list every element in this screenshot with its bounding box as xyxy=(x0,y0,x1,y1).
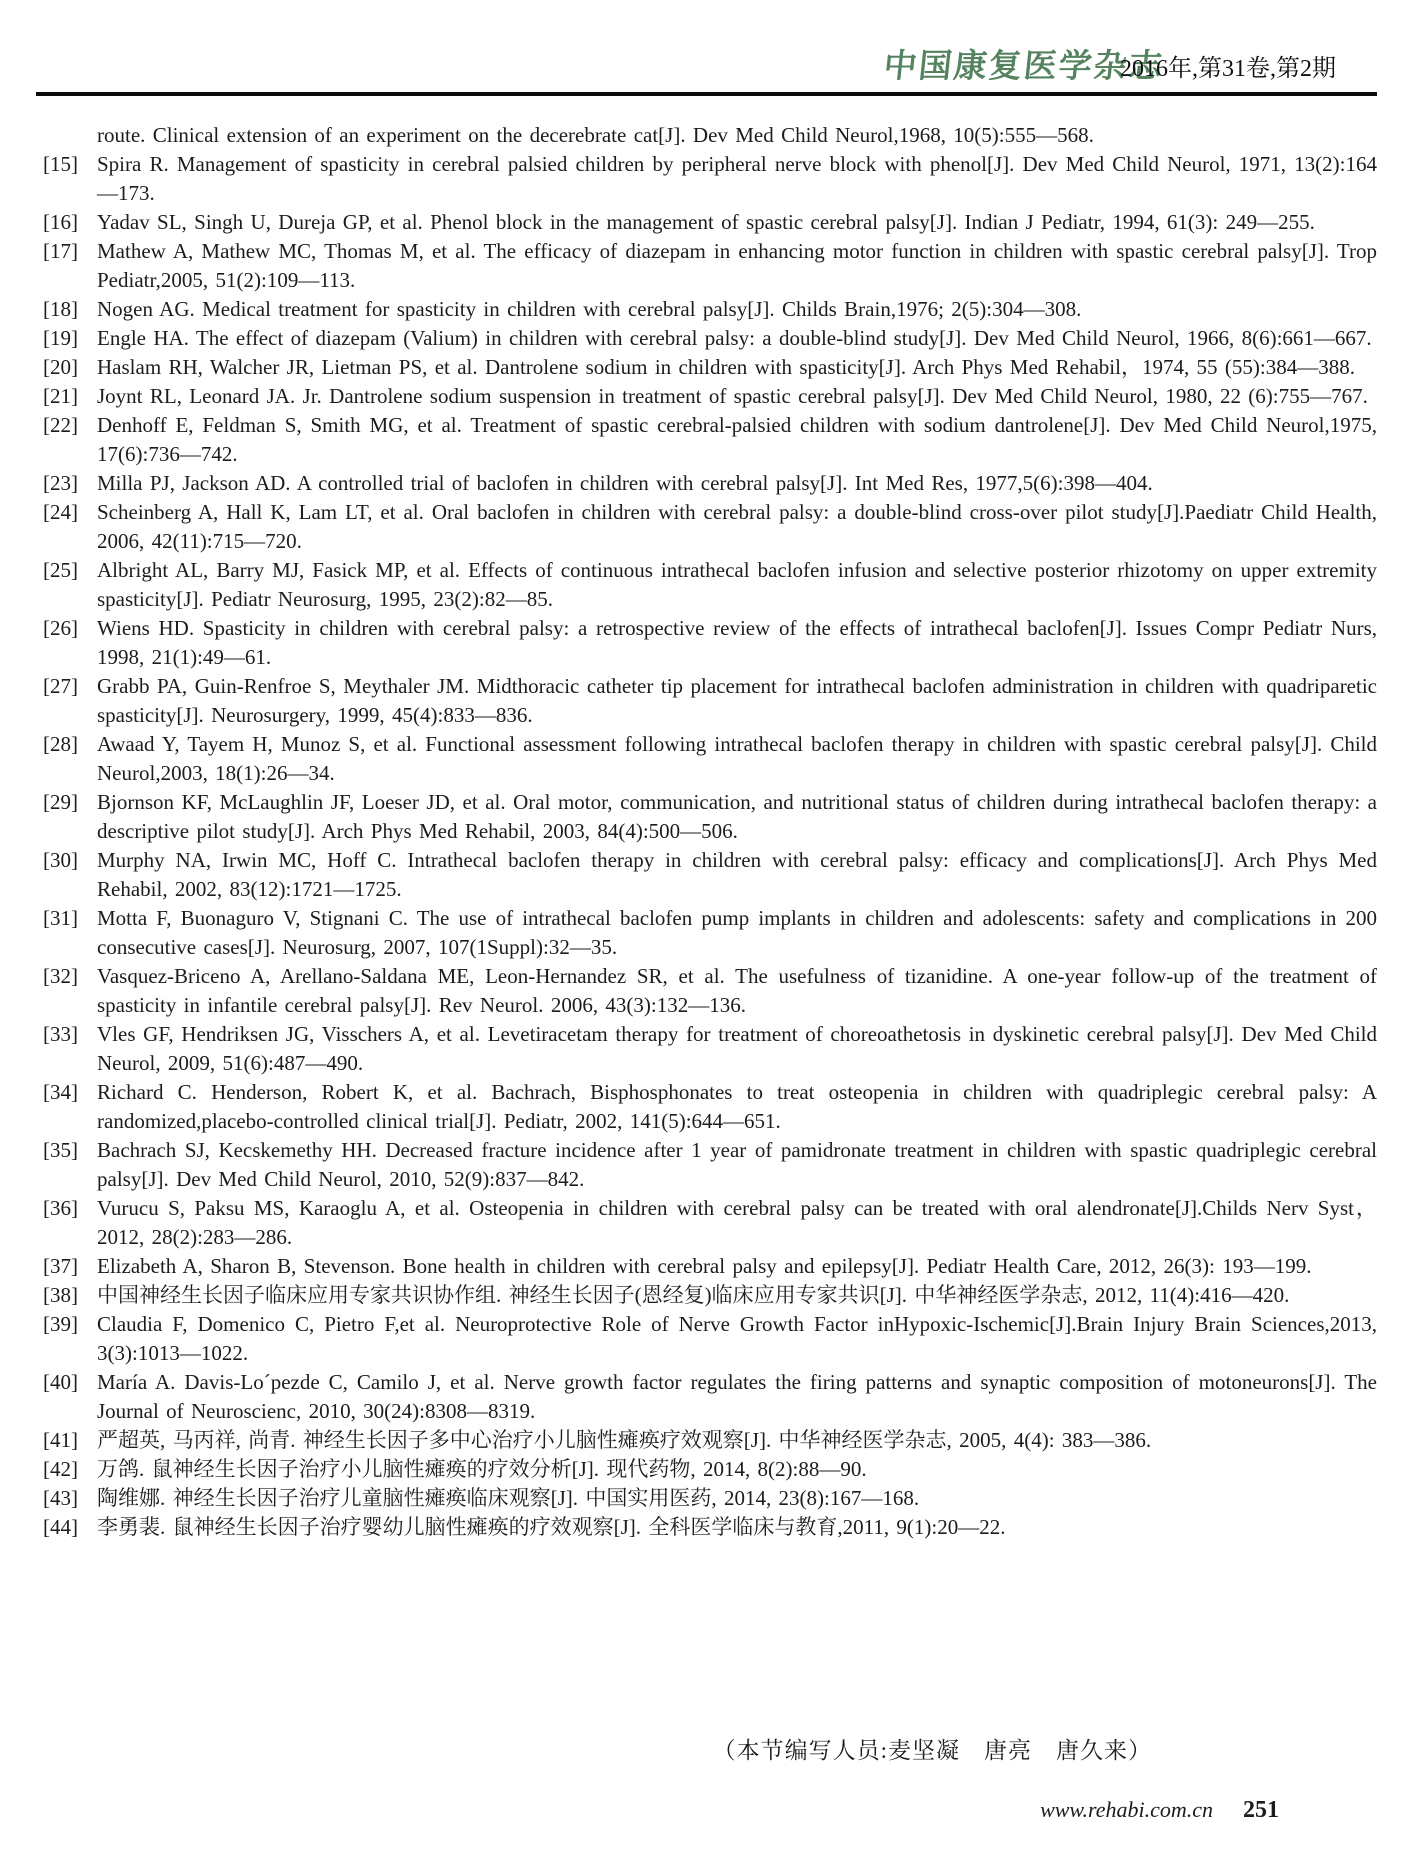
reference-text: Mathew A, Mathew MC, Thomas M, et al. The efficacy of diazepam in enhancing motor function in children with spastic cerebral palsy[J]. Trop Pediatr,2005, 51(2):109—113. xyxy=(97,239,1377,292)
reference-item xyxy=(36,1078,1377,1136)
reference-item xyxy=(36,1455,1377,1484)
reference-number: [16] xyxy=(43,210,78,234)
reference-item xyxy=(36,1281,1377,1310)
reference-item xyxy=(36,1426,1377,1455)
reference-item xyxy=(36,556,1377,614)
reference-text: Murphy NA, Irwin MC, Hoff C. Intrathecal baclofen therapy in children with cerebral palsy: efficacy and complications[J]. Arch Phys Med Rehabil, 2002, 83(12):1721—1725. xyxy=(97,848,1377,901)
reference-text: Joynt RL, Leonard JA. Jr. Dantrolene sodium suspension in treatment of spastic cerebral palsy[J]. Dev Med Child Neurol, 1980, 22 (6):755—767. xyxy=(97,384,1368,408)
reference-number: [40] xyxy=(43,1370,78,1394)
reference-item xyxy=(36,1513,1377,1542)
page-footer xyxy=(1040,1797,1279,1824)
reference-number: [41] xyxy=(43,1428,78,1452)
reference-text: María A. Davis-Lo´pezde C, Camilo J, et al. Nerve growth factor regulates the firing patterns and synaptic composition of motoneurons[J]. The Journal of Neuroscienc, 2010, 30(24):8308—8319. xyxy=(97,1370,1377,1423)
reference-number: [30] xyxy=(43,848,78,872)
reference-number: [18] xyxy=(43,297,78,321)
reference-number: [25] xyxy=(43,558,78,582)
reference-item xyxy=(36,411,1377,469)
reference-text: Yadav SL, Singh U, Dureja GP, et al. Phenol block in the management of spastic cerebral palsy[J]. Indian J Pediatr, 1994, 61(3): 249—255. xyxy=(97,210,1315,234)
reference-text: Vurucu S, Paksu MS, Karaoglu A, et al. Osteopenia in children with cerebral palsy can be treated with oral alendronate[J].Childs Nerv Syst，2012, 28(2):283—286. xyxy=(97,1196,1377,1249)
reference-item xyxy=(36,1484,1377,1513)
reference-text: Motta F, Buonaguro V, Stignani C. The use of intrathecal baclofen pump implants in children and adolescents: safety and complications in 200 consecutive cases[J]. Neurosurg, 2007, 107(1Suppl):32—35. xyxy=(97,906,1377,959)
reference-item xyxy=(36,237,1377,295)
reference-number: [32] xyxy=(43,964,78,988)
reference-text: Vles GF, Hendriksen JG, Visschers A, et al. Levetiracetam therapy for treatment of choreoathetosis in dyskinetic cerebral palsy[J]. Dev Med Child Neurol, 2009, 51(6):487—490. xyxy=(97,1022,1377,1075)
reference-number: [36] xyxy=(43,1196,78,1220)
reference-item xyxy=(36,1020,1377,1078)
reference-item xyxy=(36,614,1377,672)
references-list xyxy=(36,121,1377,1542)
reference-item xyxy=(36,208,1377,237)
reference-text: 李勇裴. 鼠神经生长因子治疗婴幼儿脑性瘫痪的疗效观察[J]. 全科医学临床与教育,2011, 9(1):20—22. xyxy=(97,1515,1006,1539)
issue-info: 2016年,第31卷,第2期 xyxy=(1120,56,1336,82)
reference-number: [27] xyxy=(43,674,78,698)
reference-number: [24] xyxy=(43,500,78,524)
reference-number: [31] xyxy=(43,906,78,930)
reference-number: [22] xyxy=(43,413,78,437)
reference-item xyxy=(36,904,1377,962)
reference-text: Bachrach SJ, Kecskemethy HH. Decreased fracture incidence after 1 year of pamidronate treatment in children with spastic quadriplegic cerebral palsy[J]. Dev Med Child Neurol, 2010, 52(9):837—842. xyxy=(97,1138,1377,1191)
website-url: www.rehabi.com.cn xyxy=(1040,1797,1213,1822)
reference-item xyxy=(36,1136,1377,1194)
reference-text: Grabb PA, Guin-Renfroe S, Meythaler JM. Midthoracic catheter tip placement for intrathecal baclofen administration in children with quadriparetic spasticity[J]. Neurosurgery, 1999, 45(4):833—836. xyxy=(97,674,1377,727)
reference-text: route. Clinical extension of an experiment on the decerebrate cat[J]. Dev Med Child Neurol,1968, 10(5):555—568. xyxy=(97,123,1094,147)
reference-text: Vasquez-Briceno A, Arellano-Saldana ME, Leon-Hernandez SR, et al. The usefulness of tizanidine. A one-year follow-up of the treatment of spasticity in infantile cerebral palsy[J]. Rev Neurol. 2006, 43(3):132—136. xyxy=(97,964,1377,1017)
reference-number: [20] xyxy=(43,355,78,379)
reference-text: Milla PJ, Jackson AD. A controlled trial of baclofen in children with cerebral palsy[J]. Int Med Res, 1977,5(6):398—404. xyxy=(97,471,1153,495)
reference-item xyxy=(36,1252,1377,1281)
reference-item xyxy=(36,1194,1377,1252)
reference-item xyxy=(36,846,1377,904)
reference-text: Claudia F, Domenico C, Pietro F,et al. Neuroprotective Role of Nerve Growth Factor inHypoxic-Ischemic[J].Brain Injury Brain Sciences,2013, 3(3):1013—1022. xyxy=(97,1312,1377,1365)
reference-text: Bjornson KF, McLaughlin JF, Loeser JD, et al. Oral motor, communication, and nutritional status of children during intrathecal baclofen therapy: a descriptive pilot study[J]. Arch Phys Med Rehabil, 2003, 84(4):500—506. xyxy=(97,790,1377,843)
reference-text: Scheinberg A, Hall K, Lam LT, et al. Oral baclofen in children with cerebral palsy: a double-blind cross-over pilot study[J].Paediatr Child Health, 2006, 42(11):715—720. xyxy=(97,500,1377,553)
reference-text: Elizabeth A, Sharon B, Stevenson. Bone health in children with cerebral palsy and epilepsy[J]. Pediatr Health Care, 2012, 26(3): 193—199. xyxy=(97,1254,1312,1278)
reference-text: Denhoff E, Feldman S, Smith MG, et al. Treatment of spastic cerebral-palsied children with sodium dantrolene[J]. Dev Med Child Neurol,1975, 17(6):736—742. xyxy=(97,413,1377,466)
reference-number: [28] xyxy=(43,732,78,756)
reference-number: [38] xyxy=(43,1283,78,1307)
reference-number: [39] xyxy=(43,1312,78,1336)
reference-text: 陶维娜. 神经生长因子治疗儿童脑性瘫痪临床观察[J]. 中国实用医药, 2014, 23(8):167—168. xyxy=(97,1486,920,1510)
reference-item xyxy=(36,324,1377,353)
reference-number: [42] xyxy=(43,1457,78,1481)
reference-item xyxy=(36,121,1377,150)
reference-text: 中国神经生长因子临床应用专家共识协作组. 神经生长因子(恩经复)临床应用专家共识[J]. 中华神经医学杂志, 2012, 11(4):416—420. xyxy=(97,1283,1290,1307)
reference-number: [19] xyxy=(43,326,78,350)
reference-text: Spira R. Management of spasticity in cerebral palsied children by peripheral nerve block with phenol[J]. Dev Med Child Neurol, 1971, 13(2):164—173. xyxy=(97,152,1377,205)
header-rule xyxy=(36,92,1377,96)
reference-text: Albright AL, Barry MJ, Fasick MP, et al. Effects of continuous intrathecal baclofen infusion and selective posterior rhizotomy on upper extremity spasticity[J]. Pediatr Neurosurg, 1995, 23(2):82—85. xyxy=(97,558,1377,611)
reference-item xyxy=(36,672,1377,730)
reference-item xyxy=(36,295,1377,324)
journal-logo: 中国康复医学杂志 xyxy=(881,49,1166,85)
reference-number: [44] xyxy=(43,1515,78,1539)
reference-number: [37] xyxy=(43,1254,78,1278)
reference-text: Awaad Y, Tayem H, Munoz S, et al. Functional assessment following intrathecal baclofen therapy in children with spastic cerebral palsy[J]. Child Neurol,2003, 18(1):26—34. xyxy=(97,732,1377,785)
reference-item xyxy=(36,382,1377,411)
reference-item xyxy=(36,353,1377,382)
reference-text: 万鸽. 鼠神经生长因子治疗小儿脑性瘫痪的疗效分析[J]. 现代药物, 2014, 8(2):88—90. xyxy=(97,1457,867,1481)
reference-text: Engle HA. The effect of diazepam (Valium) in children with cerebral palsy: a double-blind study[J]. Dev Med Child Neurol, 1966, 8(6):661—667. xyxy=(97,326,1372,350)
reference-item xyxy=(36,788,1377,846)
reference-number: [29] xyxy=(43,790,78,814)
reference-number: [23] xyxy=(43,471,78,495)
reference-text: Richard C. Henderson, Robert K, et al. Bachrach, Bisphosphonates to treat osteopenia in children with quadriplegic cerebral palsy: A randomized,placebo-controlled clinical trial[J]. Pediatr, 2002, 141(5):644—651. xyxy=(97,1080,1377,1133)
reference-text: 严超英, 马丙祥, 尚青. 神经生长因子多中心治疗小儿脑性瘫痪疗效观察[J]. 中华神经医学杂志, 2005, 4(4): 383—386. xyxy=(97,1428,1152,1452)
reference-text: Nogen AG. Medical treatment for spasticity in children with cerebral palsy[J]. Childs Brain,1976; 2(5):304—308. xyxy=(97,297,1082,321)
reference-number: [34] xyxy=(43,1080,78,1104)
reference-number: [15] xyxy=(43,152,78,176)
reference-item xyxy=(36,1310,1377,1368)
reference-number: [33] xyxy=(43,1022,78,1046)
reference-item xyxy=(36,469,1377,498)
reference-item xyxy=(36,730,1377,788)
reference-number: [35] xyxy=(43,1138,78,1162)
page-number: 251 xyxy=(1243,1797,1279,1823)
reference-item xyxy=(36,150,1377,208)
reference-item xyxy=(36,1368,1377,1426)
reference-text: Wiens HD. Spasticity in children with cerebral palsy: a retrospective review of the effects of intrathecal baclofen[J]. Issues Compr Pediatr Nurs, 1998, 21(1):49—61. xyxy=(97,616,1377,669)
reference-number: [26] xyxy=(43,616,78,640)
reference-item xyxy=(36,498,1377,556)
reference-item xyxy=(36,962,1377,1020)
editors-note: （本节编写人员:麦坚凝 唐亮 唐久来） xyxy=(712,1738,1152,1763)
reference-number: [21] xyxy=(43,384,78,408)
reference-number: [43] xyxy=(43,1486,78,1510)
reference-number: [17] xyxy=(43,239,78,263)
reference-text: Haslam RH, Walcher JR, Lietman PS, et al. Dantrolene sodium in children with spasticity[J]. Arch Phys Med Rehabil，1974, 55 (55):384—388. xyxy=(97,355,1355,379)
